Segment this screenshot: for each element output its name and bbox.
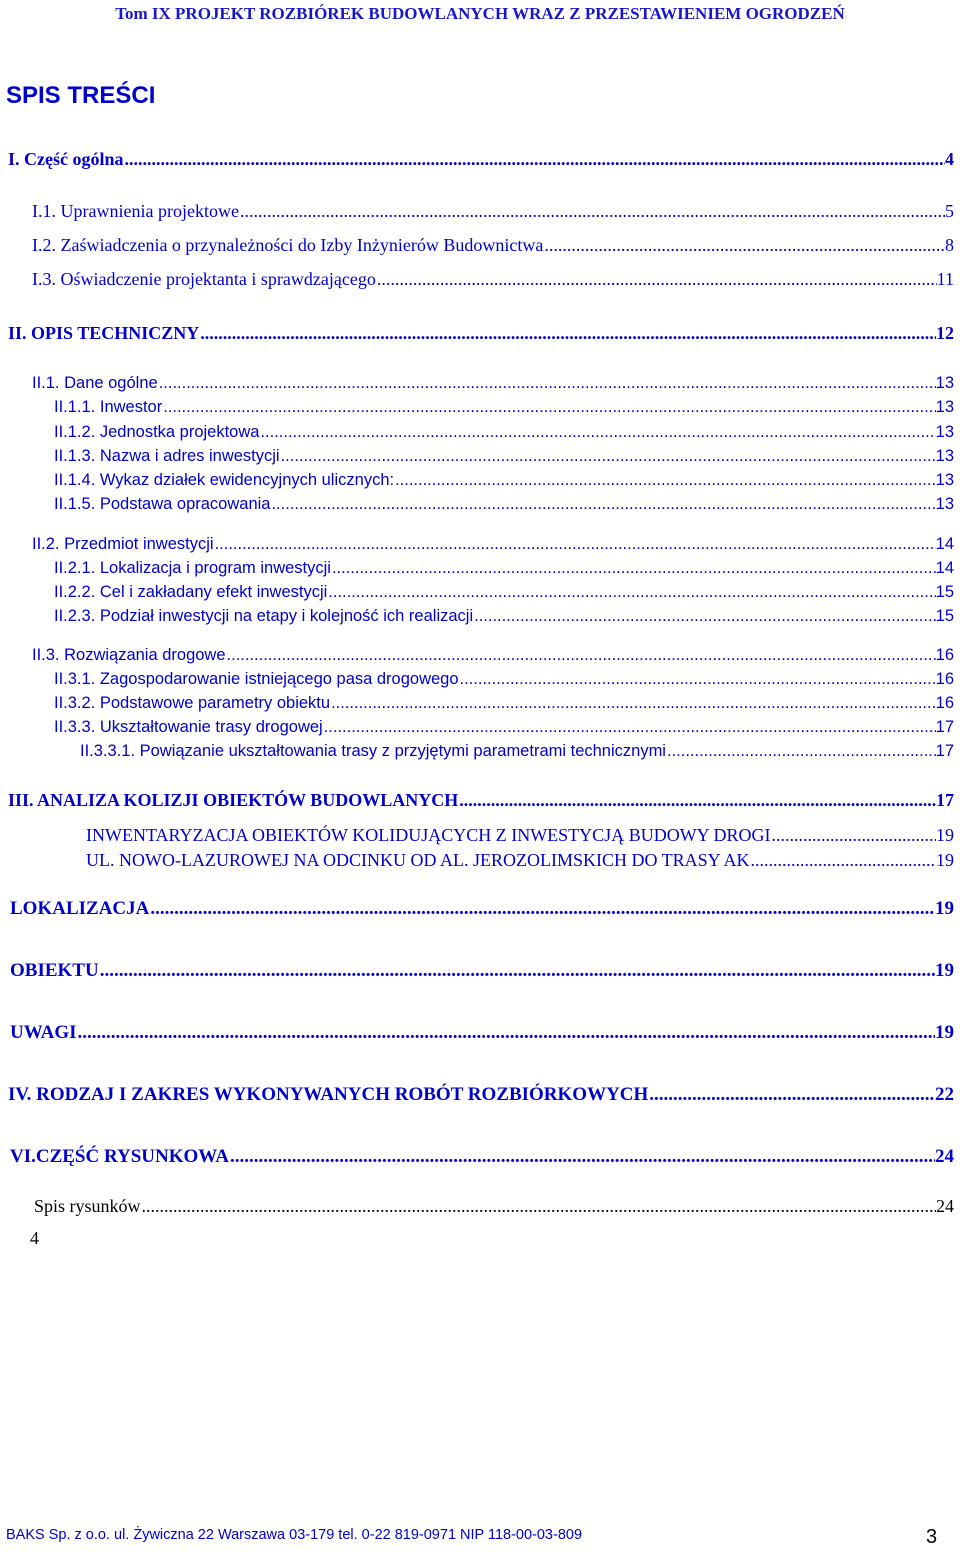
toc-entry-text: IV. RODZAJ I ZAKRES WYKONYWANYCH ROBÓT ROZBIÓRKOWYCH xyxy=(8,1084,649,1105)
toc-entry-text: II.3.1. Zagospodarowanie istniejącego pasa drogowego xyxy=(54,670,459,688)
toc-entry[interactable] xyxy=(54,666,954,692)
toc-entry-page: 16 xyxy=(935,646,954,664)
toc-entry-text: II.2.1. Lokalizacja i program inwestycji xyxy=(54,559,331,577)
toc-entry-text: II.3.2. Podstawowe parametry obiektu xyxy=(54,694,331,712)
toc-entry-text: II.3. Rozwiązania drogowe xyxy=(32,646,226,664)
toc-leader xyxy=(260,419,935,445)
toc-entry-page: 8 xyxy=(945,235,954,255)
toc-leader xyxy=(331,690,936,716)
toc-entry[interactable] xyxy=(54,491,954,517)
toc-entry-text: II.1.1. Inwestor xyxy=(54,398,163,416)
toc-entry-text: I. Część ogólna xyxy=(8,149,124,169)
toc-entry-text: III. ANALIZA KOLIZJI OBIEKTÓW BUDOWLANYCH xyxy=(8,790,459,810)
toc-entry-text: II.3.3. Ukształtowanie trasy drogowej xyxy=(54,718,323,736)
toc-leader xyxy=(460,666,936,692)
toc-entry-page: 13 xyxy=(935,374,954,392)
toc-entry-text: Spis rysunków xyxy=(34,1196,141,1216)
toc-leader xyxy=(78,1020,935,1046)
toc-entry[interactable] xyxy=(8,787,954,813)
toc-entry-text: II.2. Przedmiot inwestycji xyxy=(32,535,214,553)
toc-entry-text: II. OPIS TECHNICZNY xyxy=(8,323,200,343)
toc-entry-page: 16 xyxy=(935,694,954,712)
toc-leader xyxy=(281,443,936,469)
page-title: SPIS TREŚCI xyxy=(6,82,156,109)
toc-entry[interactable] xyxy=(54,690,954,716)
toc-entry[interactable] xyxy=(54,443,954,469)
toc-leader xyxy=(332,555,936,581)
toc-entry-page: 24 xyxy=(935,1146,954,1167)
toc-leader xyxy=(271,491,935,517)
toc-entry-page: 15 xyxy=(935,583,954,601)
toc-entry-text: INWENTARYZACJA OBIEKTÓW KOLIDUJĄCYCH Z INWESTYCJĄ BUDOWY DROGI xyxy=(86,825,771,845)
toc-leader xyxy=(125,146,946,172)
toc-entry[interactable] xyxy=(8,146,954,172)
toc-entry-page: 13 xyxy=(935,398,954,416)
toc-entry-text: II.2.2. Cel i zakładany efekt inwestycji xyxy=(54,583,328,601)
toc-entry[interactable] xyxy=(32,370,954,396)
toc-leader xyxy=(230,1144,935,1170)
toc-leader xyxy=(215,531,936,557)
toc-entry-text: VI.CZĘŚĆ RYSUNKOWA xyxy=(10,1146,229,1167)
toc-leader xyxy=(474,603,936,629)
toc-entry-page: 4 xyxy=(945,149,954,169)
toc-entry-text: II.1.3. Nazwa i adres inwestycji xyxy=(54,447,280,465)
toc-entry-text: II.1.2. Jednostka projektowa xyxy=(54,423,260,441)
toc-leader xyxy=(150,896,935,922)
toc-entry-text: LOKALIZACJA xyxy=(10,898,150,919)
toc-leader xyxy=(324,714,936,740)
toc-entry-page: 13 xyxy=(935,423,954,441)
toc-leader xyxy=(142,1193,936,1219)
toc-leader xyxy=(200,320,936,346)
toc-entry[interactable] xyxy=(80,738,954,764)
toc-entry-page: 17 xyxy=(935,742,954,760)
toc-entry[interactable] xyxy=(54,555,954,581)
toc-entry-page: 13 xyxy=(935,471,954,489)
toc-entry-page: 13 xyxy=(935,447,954,465)
toc-entry-page: 19 xyxy=(935,960,954,981)
toc-leader xyxy=(159,370,936,396)
toc-leader xyxy=(100,958,935,984)
toc-entry-page: 12 xyxy=(936,323,954,343)
toc-leader xyxy=(163,394,935,420)
toc-entry[interactable] xyxy=(8,320,954,346)
toc-entry-text: II.1.4. Wykaz działek ewidencyjnych ulicznych: xyxy=(54,471,395,489)
toc-entry[interactable] xyxy=(32,642,954,668)
toc-entry-page: 14 xyxy=(935,535,954,553)
toc-entry-page: 17 xyxy=(936,790,954,810)
footer-page-number: 3 xyxy=(926,1526,938,1548)
toc-leader xyxy=(227,642,936,668)
toc-entry[interactable] xyxy=(54,394,954,420)
toc-entry[interactable] xyxy=(54,467,954,493)
toc-entry[interactable] xyxy=(32,198,954,224)
toc-entry-text: OBIEKTU xyxy=(10,960,99,981)
toc-leader xyxy=(649,1082,935,1108)
toc-entry[interactable] xyxy=(86,847,954,873)
toc-entry-text: UWAGI xyxy=(10,1022,77,1043)
document-header: Tom IX PROJEKT ROZBIÓREK BUDOWLANYCH WRAZ Z PRZESTAWIENIEM OGRODZEŃ xyxy=(115,4,845,23)
toc-entry-text: UL. NOWO-LAZUROWEJ NA ODCINKU OD AL. JEROZOLIMSKICH DO TRASY AK xyxy=(86,850,750,870)
toc-leader xyxy=(328,579,935,605)
toc-entry-text: II.1. Dane ogólne xyxy=(32,374,158,392)
toc-entry[interactable] xyxy=(32,232,954,258)
toc-entry-page: 19 xyxy=(935,1022,954,1043)
toc-leader xyxy=(667,738,936,764)
toc-entry-text: I.3. Oświadczenie projektanta i sprawdzającego xyxy=(32,269,376,289)
toc-entry-page: 14 xyxy=(935,559,954,577)
toc-leader xyxy=(459,787,936,813)
toc-entry[interactable] xyxy=(10,896,954,922)
toc-entry[interactable] xyxy=(54,603,954,629)
toc-entry-page: 22 xyxy=(935,1084,954,1105)
toc-entry[interactable] xyxy=(54,714,954,740)
toc-entry-page: 17 xyxy=(935,718,954,736)
toc-leader xyxy=(240,198,945,224)
page-marker: 4 xyxy=(30,1228,39,1248)
toc-leader xyxy=(750,847,936,873)
toc-entry-page: 5 xyxy=(945,201,954,221)
toc-entry-page: 19 xyxy=(936,850,954,870)
toc-entry-text: II.3.3.1. Powiązanie ukształtowania trasy z przyjętymi parametrami technicznymi xyxy=(80,742,666,760)
toc-entry[interactable] xyxy=(8,1082,954,1108)
toc-entry-page: 24 xyxy=(936,1196,954,1216)
toc-entry-page: 16 xyxy=(935,670,954,688)
toc-entry-text: II.1.5. Podstawa opracowania xyxy=(54,495,271,513)
toc-entry[interactable] xyxy=(34,1193,954,1219)
toc-leader xyxy=(544,232,945,258)
toc-entry-page: 13 xyxy=(935,495,954,513)
toc-leader xyxy=(377,266,937,292)
toc-entry-text: I.1. Uprawnienia projektowe xyxy=(32,201,239,221)
toc-entry[interactable] xyxy=(10,1020,954,1046)
toc-entry[interactable] xyxy=(10,958,954,984)
toc-entry-text: II.2.3. Podział inwestycji na etapy i kolejność ich realizacji xyxy=(54,607,474,625)
toc-entry-page: 19 xyxy=(935,898,954,919)
page-footer: BAKS Sp. z o.o. ul. Żywiczna 22 Warszawa 03-179 tel. 0-22 819-0971 NIP 118-00-03-809 xyxy=(6,1527,583,1543)
toc-entry-page: 11 xyxy=(936,269,954,289)
toc-entry[interactable] xyxy=(54,419,954,445)
toc-leader xyxy=(772,822,936,848)
toc-leader xyxy=(395,467,936,493)
toc-entry-text: I.2. Zaświadczenia o przynależności do Izby Inżynierów Budownictwa xyxy=(32,235,544,255)
toc-entry[interactable] xyxy=(32,266,954,292)
toc-entry[interactable] xyxy=(10,1144,954,1170)
toc-entry-page: 19 xyxy=(936,825,954,845)
toc-entry[interactable] xyxy=(54,579,954,605)
toc-entry[interactable] xyxy=(86,822,954,848)
toc-entry[interactable] xyxy=(32,531,954,557)
toc-entry-page: 15 xyxy=(935,607,954,625)
